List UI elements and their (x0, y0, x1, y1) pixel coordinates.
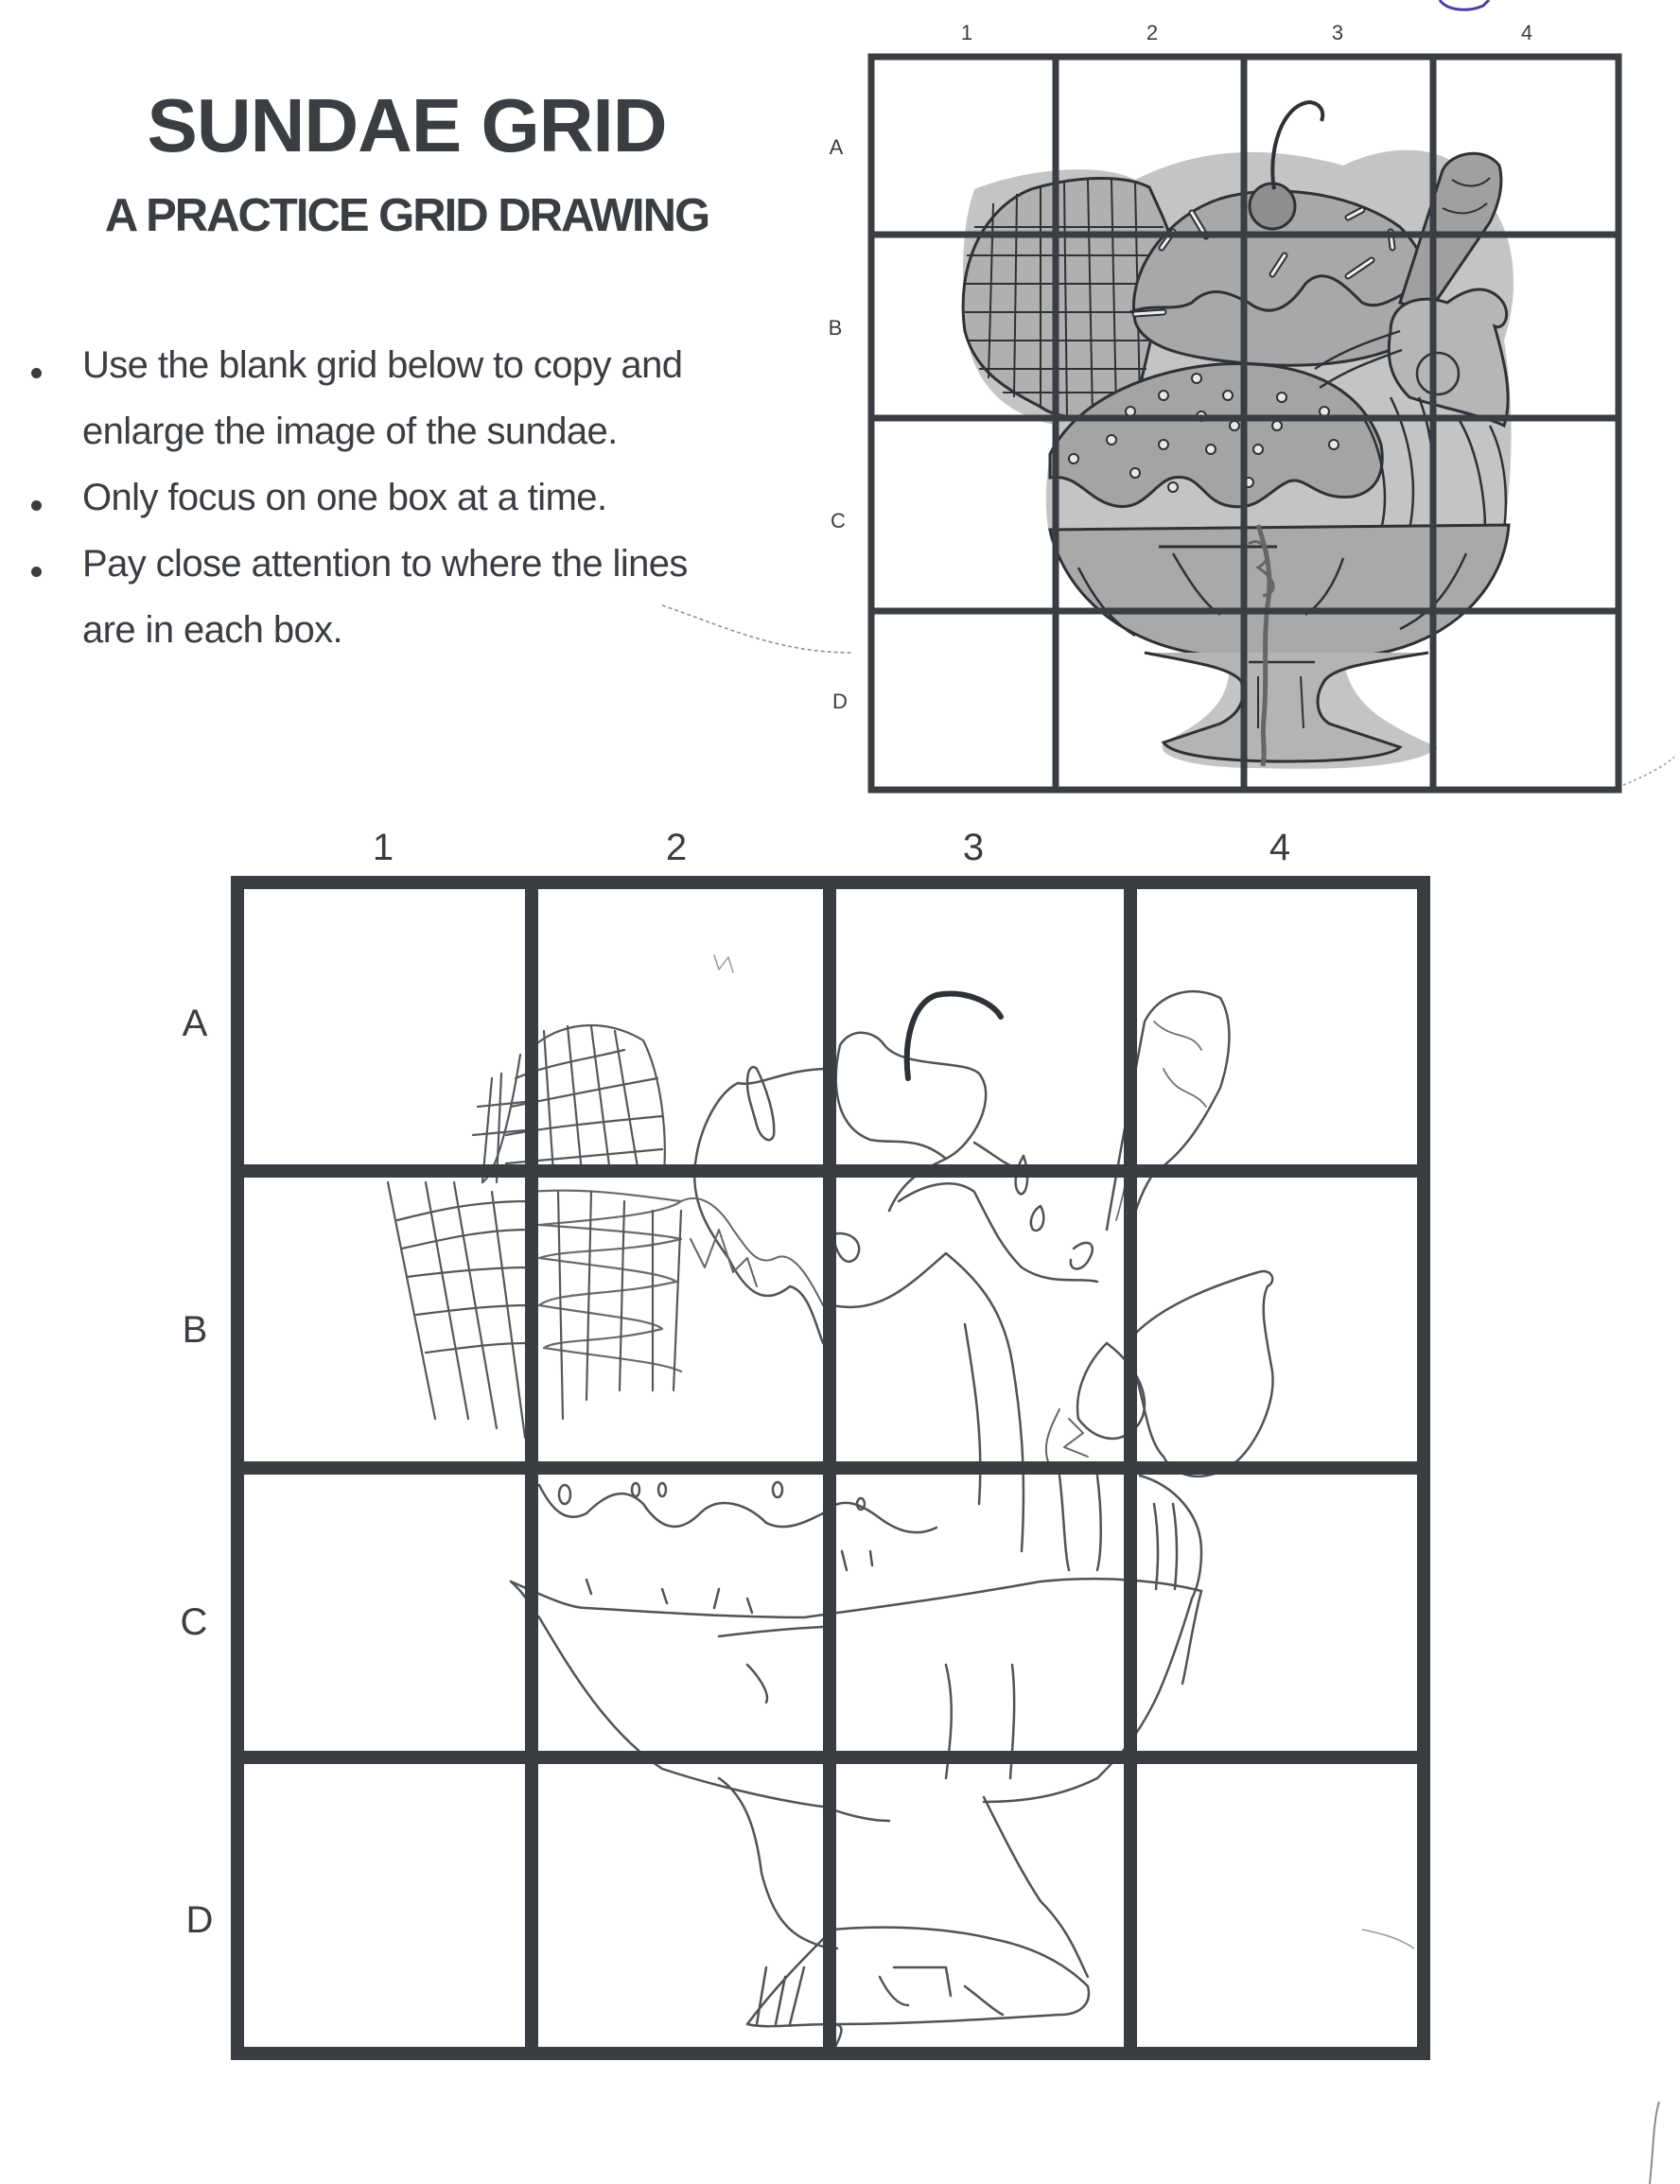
reference-row-label: C (831, 509, 846, 533)
reference-column-label: 1 (960, 21, 973, 44)
stray-pencil-mark (662, 605, 851, 653)
reference-row-label: B (828, 316, 843, 340)
pen-mark (1440, 0, 1489, 9)
cherry (1250, 183, 1295, 229)
stray-pencil-mark (1650, 2102, 1659, 2184)
reference-column-label: 2 (1146, 21, 1159, 44)
practice-row-label: C (180, 1601, 208, 1643)
instruction-3-line-1: Pay close attention to where the lines (82, 543, 688, 585)
worksheet-subtitle: A PRACTICE GRID DRAWING (104, 190, 709, 241)
instruction-2-line-1: Only focus on one box at a time. (82, 477, 607, 518)
reference-column-label: 3 (1331, 21, 1344, 44)
practice-grid (237, 882, 1424, 2053)
sketch-whipped-cream (1130, 1271, 1273, 1476)
stray-pencil-mark (1623, 757, 1674, 785)
instruction-3-line-2: are in each box. (82, 609, 343, 651)
sundae-bowl (1050, 525, 1509, 659)
practice-row-label: A (182, 1003, 208, 1044)
practice-column-label: 3 (962, 827, 985, 868)
practice-row-label: D (185, 1899, 214, 1941)
sketch-stem (719, 1778, 1088, 1977)
sketch-cherry (836, 1033, 986, 1211)
sketch-bowl (511, 1579, 1201, 1821)
reference-column-label: 4 (1520, 21, 1533, 44)
practice-column-label: 1 (372, 827, 394, 868)
reference-row-label: A (829, 135, 844, 159)
worksheet-title: SUNDAE GRID (147, 83, 667, 167)
practice-column-label: 2 (665, 827, 688, 868)
instruction-1-line-2: enlarge the image of the sundae. (82, 411, 618, 452)
reference-row-label: D (832, 690, 848, 713)
stray-pencil-mark (1362, 1930, 1414, 1948)
practice-column-label: 4 (1269, 827, 1291, 868)
sundae-stem (1145, 653, 1428, 761)
practice-row-label: B (182, 1309, 208, 1351)
sketch-base (747, 1928, 1089, 2027)
instruction-1-line-1: Use the blank grid below to copy and (82, 344, 683, 386)
